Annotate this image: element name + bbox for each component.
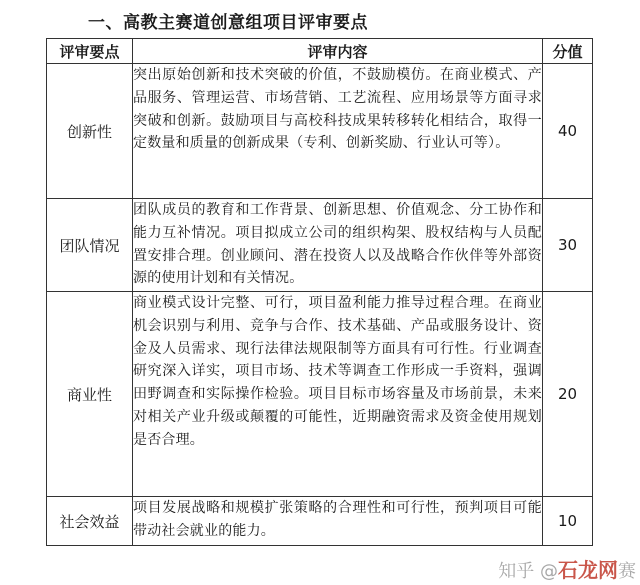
watermark-prefix: 知乎 @: [498, 561, 558, 582]
criterion-content: 商业模式设计完整、可行，项目盈利能力推导过程合理。在商业机会识别与利用、竞争与合作、技术基础、产品或服务设计、资金及人员需求、现行法律法规限制等方面具有可行性。行业调查研究深入详实，项目市场、技术等调查工作形成一手资料，强调田野调查和实际操作检验。项目目标市场容量及市场前景，未来对相关产业升级或颠覆的可能性，近期融资需求及资金使用规划是否合理。: [133, 292, 543, 497]
header-content: 评审内容: [133, 39, 543, 64]
document-title: 一、高教主赛道创意组项目评审要点: [88, 13, 368, 33]
criterion-content: 突出原始创新和技术突破的价值，不鼓励模仿。在商业模式、产品服务、管理运营、市场营销、工艺流程、应用场景等方面寻求突破和创新。鼓励项目与高校科技成果转移转化相结合，取得一定数量和质量的创新成果（专利、创新奖励、行业认可等）。: [133, 64, 543, 199]
criteria-table: [46, 38, 593, 546]
criterion-score: 40: [543, 64, 593, 199]
criterion-name: 团队情况: [47, 199, 133, 292]
table-row: [47, 64, 593, 199]
criterion-name: 创新性: [47, 64, 133, 199]
watermark-brand: 石龙网: [558, 558, 618, 582]
watermark-suffix: 赛: [618, 561, 636, 582]
table-header-row: [47, 39, 593, 64]
criterion-name: 商业性: [47, 292, 133, 497]
table-row: [47, 497, 593, 546]
table-row: [47, 199, 593, 292]
criterion-score: 10: [543, 497, 593, 546]
criterion-content: 团队成员的教育和工作背景、创新思想、价值观念、分工协作和能力互补情况。项目拟成立公司的组织构架、股权结构与人员配置安排合理。创业顾问、潜在投资人以及战略合作伙伴等外部资源的使用计划和有关情况。: [133, 199, 543, 292]
header-score: 分值: [543, 39, 593, 64]
criterion-score: 20: [543, 292, 593, 497]
watermark: [498, 554, 636, 583]
header-criterion: 评审要点: [47, 39, 133, 64]
table-row: [47, 292, 593, 497]
criterion-content: 项目发展战略和规模扩张策略的合理性和可行性，预判项目可能带动社会就业的能力。: [133, 497, 543, 546]
criterion-score: 30: [543, 199, 593, 292]
criterion-name: 社会效益: [47, 497, 133, 546]
